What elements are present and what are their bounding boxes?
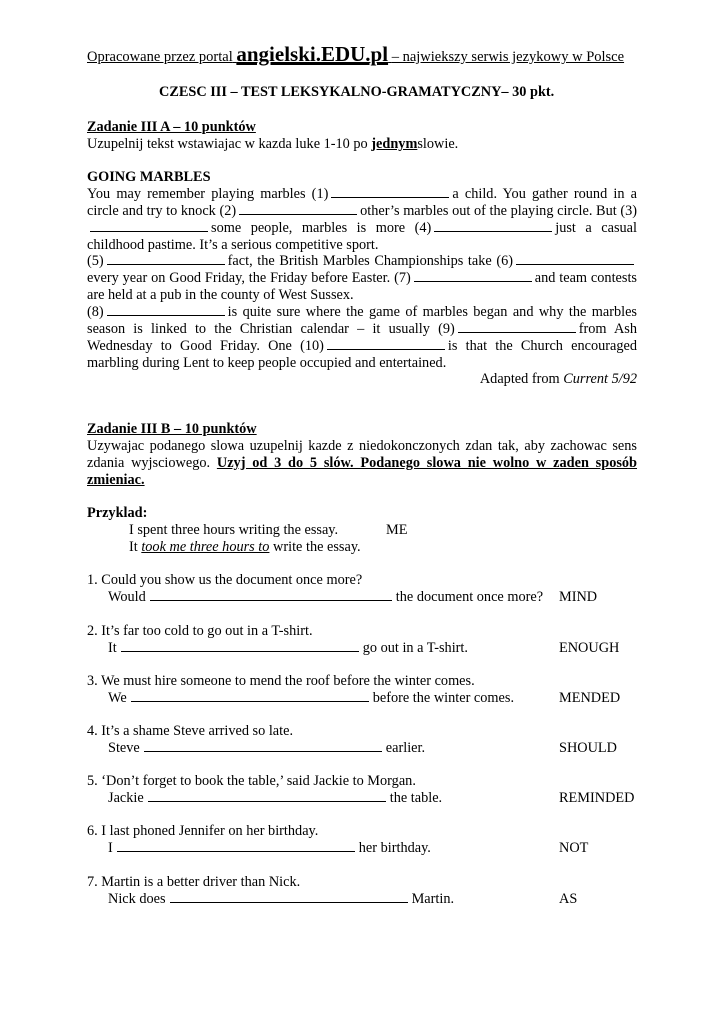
gap-9[interactable] xyxy=(458,321,576,333)
answer-blank[interactable] xyxy=(170,891,408,903)
gap-6[interactable] xyxy=(516,253,634,265)
header-suffix: – najwiekszy serwis jezykowy w Polsce xyxy=(391,49,625,65)
example-end: write the essay. xyxy=(273,539,361,555)
task-b-instruction xyxy=(87,438,637,489)
story-text: some people, marbles is more (4) xyxy=(211,219,432,236)
story-text: from Ash Wednesday to Good Friday. One (10) xyxy=(87,320,637,354)
story-text: You may remember playing marbles (1) xyxy=(87,186,329,202)
gap-8[interactable] xyxy=(107,304,225,316)
instruction-emphasis: jednym xyxy=(371,136,418,152)
story-text: fact, the British Marbles Championships take (6) xyxy=(227,253,513,269)
story-text: is that the Church encouraged marbling during Lent to keep people occupied and entertained. xyxy=(87,337,637,371)
item-end: earlier. xyxy=(385,740,426,756)
page-header xyxy=(87,42,625,66)
example-keyword: ME xyxy=(386,522,408,538)
story-text: other’s marbles out of the playing circle. But (3) xyxy=(360,202,637,219)
header-brand[interactable]: angielski.EDU.pl xyxy=(236,42,389,66)
example-label: Przyklad: xyxy=(87,505,148,521)
item-question: 1. Could you show us the document once more? xyxy=(87,572,363,588)
item-question: 2. It’s far too cold to go out in a T-shirt. xyxy=(87,623,313,639)
story-paragraph-1 xyxy=(87,186,637,253)
story-text: is quite sure where the game of marbles began and why the marbles season is linked to the Christian calendar – it usually (9) xyxy=(87,304,637,337)
story-paragraph-2 xyxy=(87,253,637,304)
test-title: CZESC III – TEST LEKSYKALNO-GRAMATYCZNY– 30 pkt. xyxy=(159,84,555,100)
answer-blank[interactable] xyxy=(148,790,386,802)
item-end: go out in a T-shirt. xyxy=(362,640,468,656)
item-keyword: ENOUGH xyxy=(559,640,620,656)
instruction-text: Uzupelnij tekst wstawiajac w kazda luke 1-10 po xyxy=(87,136,368,152)
item-question: 6. I last phoned Jennifer on her birthday. xyxy=(87,823,319,839)
instruction-emphasis: Uzyj od 3 do 5 slów. Podanego slowa nie wolno w zaden sposób zmieniac. xyxy=(87,454,638,488)
example-start: It xyxy=(129,539,138,555)
item-question: 5. ‘Don’t forget to book the table,’ said Jackie to Morgan. xyxy=(87,773,416,789)
item-keyword: MENDED xyxy=(559,690,621,706)
item-end: before the winter comes. xyxy=(372,690,515,706)
item-end: the table. xyxy=(389,790,443,806)
item-answer-line xyxy=(108,891,454,908)
item-start: It xyxy=(108,640,117,656)
gap-2[interactable] xyxy=(239,203,357,215)
item-question: 3. We must hire someone to mend the roof before the winter comes. xyxy=(87,673,475,689)
story-text: (5) xyxy=(87,253,104,269)
instruction-text: Uzywajac podanego slowa uzupelnij kazde z niedokonczonych zdan tak, aby zachowac sens zdania wyjsciowego. xyxy=(87,438,637,471)
example-sentence: I spent three hours writing the essay. xyxy=(129,522,339,538)
item-start: Nick does xyxy=(108,891,166,907)
item-end: the document once more? xyxy=(395,589,544,605)
item-question: 7. Martin is a better driver than Nick. xyxy=(87,874,301,890)
task-b-heading: Zadanie III B – 10 punktów xyxy=(87,421,257,437)
answer-blank[interactable] xyxy=(121,640,359,652)
header-prefix: Opracowane przez portal xyxy=(87,49,233,65)
example-answer-line xyxy=(129,539,361,556)
item-start: We xyxy=(108,690,127,706)
item-answer-line xyxy=(108,840,431,857)
answer-blank[interactable] xyxy=(131,690,369,702)
item-answer-line xyxy=(108,790,442,807)
gap-5[interactable] xyxy=(107,253,225,265)
item-start: Steve xyxy=(108,740,140,756)
answer-blank[interactable] xyxy=(117,840,355,852)
gap-3[interactable] xyxy=(90,220,208,232)
gap-7[interactable] xyxy=(414,270,532,282)
item-answer-line xyxy=(108,589,543,606)
source-title: Current 5/92 xyxy=(563,371,637,387)
story-paragraph-3 xyxy=(87,304,637,371)
answer-blank[interactable] xyxy=(150,589,392,601)
item-answer-line xyxy=(108,640,468,657)
gap-10[interactable] xyxy=(327,338,445,350)
gap-1[interactable] xyxy=(331,186,449,198)
answer-blank[interactable] xyxy=(144,740,382,752)
task-a-heading: Zadanie III A – 10 punktów xyxy=(87,119,256,135)
item-start: Jackie xyxy=(108,790,144,806)
story-text: just a casual childhood pastime. It’s a serious competitive sport. xyxy=(87,219,637,253)
item-question: 4. It’s a shame Steve arrived so late. xyxy=(87,723,294,739)
item-keyword: SHOULD xyxy=(559,740,617,756)
source-prefix: Adapted from xyxy=(479,371,560,387)
item-answer-line xyxy=(108,740,425,757)
item-end: Martin. xyxy=(411,891,455,907)
item-answer-line xyxy=(108,690,514,707)
example-answer: took me three hours to xyxy=(141,539,270,555)
story-title: GOING MARBLES xyxy=(87,169,211,185)
item-end: her birthday. xyxy=(358,840,431,856)
instruction-text-end: slowie. xyxy=(417,136,459,152)
task-a-instruction xyxy=(87,136,458,153)
item-keyword: AS xyxy=(559,891,578,907)
item-start: Would xyxy=(108,589,146,605)
source-citation xyxy=(480,371,637,388)
item-keyword: REMINDED xyxy=(559,790,635,806)
item-keyword: MIND xyxy=(559,589,598,605)
story-text: and team contests are held at a pub in the county of West Sussex. xyxy=(87,269,637,303)
story-text: (8) xyxy=(87,304,104,320)
item-keyword: NOT xyxy=(559,840,589,856)
story-text: every year on Good Friday, the Friday before Easter. (7) xyxy=(87,269,411,286)
gap-4[interactable] xyxy=(434,220,552,232)
story-text: a child. You gather round in a circle and try to knock (2) xyxy=(87,186,638,219)
item-start: I xyxy=(108,840,113,856)
